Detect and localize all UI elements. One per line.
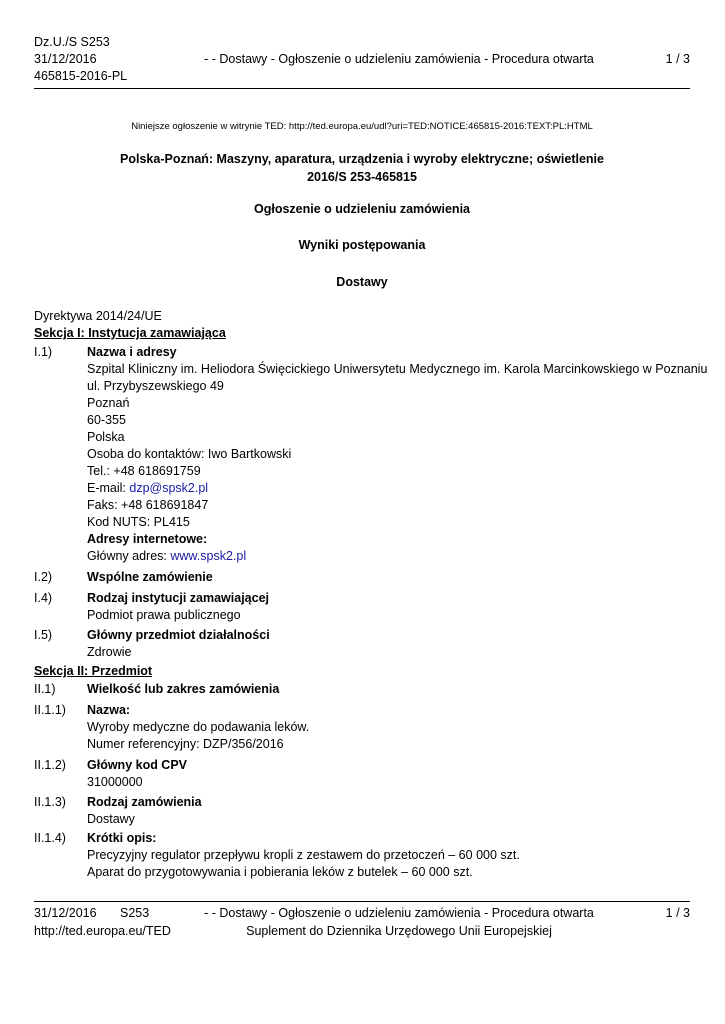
section-1-heading: Sekcja I: Instytucja zamawiająca	[34, 326, 226, 340]
authority-email-row	[87, 480, 697, 497]
section-i5-label: Główny przedmiot działalności	[87, 628, 270, 642]
authority-contact: Osoba do kontaktów: Iwo Bartkowski	[87, 447, 292, 461]
email-link[interactable]: dzp@spsk2.pl	[129, 481, 209, 495]
section-ii13-number: II.1.3)	[34, 795, 66, 809]
section-ii14-content	[87, 830, 697, 881]
page-footer	[34, 901, 690, 938]
notice-type: Ogłoszenie o udzieleniu zamówienia	[253, 202, 470, 216]
section-ii13-content	[87, 794, 697, 828]
section-i2-label: Wspólne zamówienie	[87, 570, 213, 584]
directive: Dyrektywa 2014/24/UE	[34, 309, 162, 323]
internet-addresses-label: Adresy internetowe:	[87, 532, 208, 546]
contract-kind: Dostawy	[87, 812, 135, 826]
authority-nuts: Kod NUTS: PL415	[87, 515, 190, 529]
main-address-row	[87, 548, 697, 565]
cpv-code: 31000000	[87, 775, 143, 789]
section-ii14-label: Krótki opis:	[87, 831, 157, 845]
footer-date: 31/12/2016	[34, 906, 97, 920]
section-ii14-number: II.1.4)	[34, 831, 66, 845]
section-i5-content	[87, 627, 697, 661]
section-ii11-number: II.1.1)	[34, 703, 66, 717]
section-ii1-content	[87, 681, 697, 698]
section-i1-label: Nazwa i adresy	[87, 345, 177, 359]
notice-title-line1: Polska-Poznań: Maszyny, aparatura, urządzenia i wyroby elektryczne; oświetlenie	[120, 152, 604, 166]
section-ii1-label: Wielkość lub zakres zamówienia	[87, 682, 280, 696]
short-description-line2: Aparat do przygotowywania i pobierania leków z butelek – 60 000 szt.	[87, 865, 473, 879]
footer-page-number: 1 / 3	[665, 906, 690, 920]
section-i4-value: Podmiot prawa publicznego	[87, 608, 241, 622]
section-i4-number: I.4)	[34, 591, 53, 605]
authority-country: Polska	[87, 430, 125, 444]
authority-tel: Tel.: +48 618691759	[87, 464, 201, 478]
header-left	[34, 34, 127, 85]
document-page	[34, 0, 708, 1024]
main-address-label: Główny adres:	[87, 549, 171, 563]
section-ii11-label: Nazwa:	[87, 703, 131, 717]
section-i2-content	[87, 569, 697, 586]
section-ii12-content	[87, 757, 697, 791]
section-i1-number: I.1)	[34, 345, 53, 359]
section-ii11-content	[87, 702, 697, 753]
footer-supplement: Suplement do Dziennika Urzędowego Unii Europejskiej	[246, 924, 552, 938]
section-ii13-label: Rodzaj zamówienia	[87, 795, 202, 809]
notice-number: 2016/S 253-465815	[307, 170, 417, 184]
section-i4-label: Rodzaj instytucji zamawiającej	[87, 591, 270, 605]
header-date: 31/12/2016	[34, 52, 97, 66]
authority-postcode: 60-355	[87, 413, 126, 427]
footer-title: - - Dostawy - Ogłoszenie o udzieleniu zamówienia - Procedura otwarta	[204, 906, 594, 920]
section-ii12-label: Główny kod CPV	[87, 758, 188, 772]
contract-title: Wyroby medyczne do podawania leków.	[87, 720, 310, 734]
section-i2-number: I.2)	[34, 570, 53, 584]
main-address-link[interactable]: www.spsk2.pl	[170, 549, 247, 563]
footer-url: http://ted.europa.eu/TED	[34, 924, 171, 938]
section-i1-content	[87, 344, 708, 565]
section-ii12-number: II.1.2)	[34, 758, 66, 772]
header-journal: Dz.U./S S253	[34, 35, 110, 49]
notice-results: Wyniki postępowania	[298, 238, 426, 252]
section-i5-number: I.5)	[34, 628, 53, 642]
header-title: - - Dostawy - Ogłoszenie o udzieleniu zamówienia - Procedura otwarta	[204, 52, 594, 66]
section-ii1-number: II.1)	[34, 682, 56, 696]
notice-title	[34, 150, 690, 186]
section-i5-value: Zdrowie	[87, 645, 132, 659]
authority-city: Poznań	[87, 396, 130, 410]
reference-number: Numer referencyjny: DZP/356/2016	[87, 737, 284, 751]
section-2-heading: Sekcja II: Przedmiot	[34, 664, 153, 678]
header-page-number: 1 / 3	[665, 52, 690, 66]
authority-name: Szpital Kliniczny im. Heliodora Święcickiego Uniwersytetu Medycznego im. Karola Marcinkowskiego w Poznaniu	[87, 362, 708, 376]
header-notice-id: 465815-2016-PL	[34, 69, 128, 83]
authority-fax: Faks: +48 618691847	[87, 498, 209, 512]
authority-street: ul. Przybyszewskiego 49	[87, 379, 224, 393]
section-i4-content	[87, 590, 697, 624]
page-header	[34, 34, 690, 89]
ted-notice-link: Niniejsze ogłoszenie w witrynie TED: http://ted.europa.eu/udl?uri=TED:NOTICE:465815-2016:TEXT:PL:HTML	[131, 121, 593, 132]
short-description-line1: Precyzyjny regulator przepływu kropli z zestawem do przetoczeń – 60 000 szt.	[87, 848, 520, 862]
footer-series: S253	[120, 906, 150, 920]
notice-contract-type: Dostawy	[336, 275, 388, 289]
email-label: E-mail:	[87, 481, 130, 495]
